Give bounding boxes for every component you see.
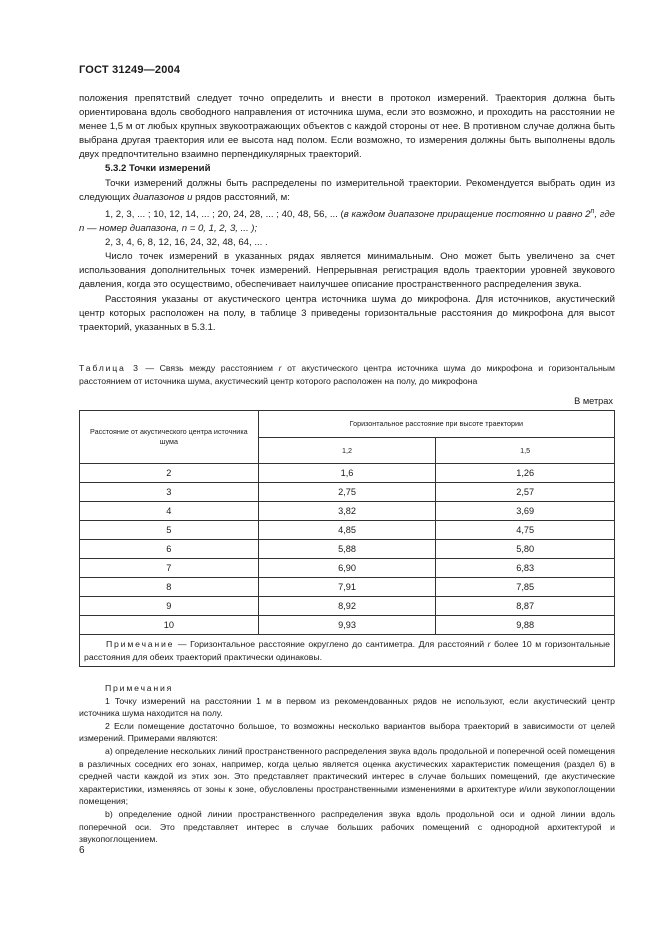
- table-row: [80, 597, 615, 616]
- table-cell: 9: [80, 597, 259, 616]
- table-row: [80, 578, 615, 597]
- text-run-italic: r: [278, 363, 282, 373]
- distance-table: [79, 410, 615, 667]
- table-cell: 9,88: [436, 616, 615, 635]
- table-cell: 4,85: [258, 521, 436, 540]
- table-cell: 2,57: [436, 483, 615, 502]
- paragraph-minimum-points: Число точек измерений в указанных рядах является минимальным. Оно может быть увеличено за счет использования дополнительных точек измерений. Непрерывная регистрация вдоль траектории уровней звукового давления, когда это осуществимо, обеспечивает наилучшее описание пространственного распределения звука.: [79, 251, 615, 291]
- table-row: [80, 616, 615, 635]
- text-run: — Горизонтальное расстояние округлено до сантиметра. Для расстояний: [174, 639, 488, 649]
- table-row: [80, 559, 615, 578]
- table-caption-label: Таблица 3: [79, 363, 140, 373]
- body-text: [79, 92, 615, 335]
- text-run-italic: диапазонов и: [132, 191, 193, 203]
- table-cell: 4: [80, 502, 259, 521]
- note-2b: b) определение одной линии пространственного распределения звука вдоль продольной оси и одной линии вдоль поперечной оси. Это представляет интерес в случае больших рабочих помещений с однородной архитектурой и звукопоглощением.: [79, 808, 615, 845]
- table-cell: 3,82: [258, 502, 436, 521]
- table-cell: 2,75: [258, 483, 436, 502]
- table-cell: 1,6: [258, 464, 436, 483]
- table-cell: 2: [80, 464, 259, 483]
- text-run: 1, 2, 3, ... ; 10, 12, 14, ... ; 20, 24, 28, ... ; 40, 48, 56, ... (: [105, 208, 344, 220]
- section-heading: [79, 162, 615, 176]
- note-1: 1 Точку измерений на расстоянии 1 м в первом из рекомендованных рядов не используют, если акустический центр источника шума находится на полу.: [79, 695, 615, 719]
- standard-header: ГОСТ 31249—2004: [79, 64, 181, 76]
- text-run: рядов расстояний, м:: [192, 191, 290, 203]
- table-cell: 8,92: [258, 597, 436, 616]
- table-cell: 7: [80, 559, 259, 578]
- table-row: [80, 464, 615, 483]
- paragraph-distances: Расстояния указаны от акустического центра источника шума до микрофона. Для источников, акустический центр которых расположен на полу, в таблице 3 приведены горизонтальные расстояния до микрофона для высот траекторий, указанных в 5.3.1.: [79, 293, 615, 333]
- table-cell: 5,88: [258, 540, 436, 559]
- table-cell: 8,87: [436, 597, 615, 616]
- table-cell: 8: [80, 578, 259, 597]
- table-row: [80, 483, 615, 502]
- table-cell: 4,75: [436, 521, 615, 540]
- table-cell: 3: [80, 483, 259, 502]
- text-run: от акустического центра источника шума до микрофона и горизонтальным расстоянием от источника шума, акустический центр которого расположен на полу, до микрофона: [79, 363, 615, 386]
- distance-series-1: [79, 205, 615, 236]
- table-cell: 6,90: [258, 559, 436, 578]
- notes-title: Примечания: [105, 683, 174, 693]
- table-cell: 10: [80, 616, 259, 635]
- table-cell: 6,83: [436, 559, 615, 578]
- table-caption: [79, 362, 615, 387]
- table-note-label: Примечание: [106, 639, 175, 649]
- table-cell: 5,80: [436, 540, 615, 559]
- table-cell: 3,69: [436, 502, 615, 521]
- column-header-distance: Расстояние от акустического центра источника шума: [80, 411, 259, 464]
- column-header-horizontal: Горизонтальное расстояние при высоте траектории: [258, 411, 614, 438]
- note-2: 2 Если помещение достаточно большое, то возможны несколько вариантов выбора траекторий в зависимости от целей измерений. Примерами являются:: [79, 720, 615, 744]
- subheader-height-2: 1,5: [436, 438, 615, 464]
- section-title: Точки измерений: [129, 163, 211, 175]
- text-run-italic: r: [487, 639, 491, 649]
- subheader-height-1: 1,2: [258, 438, 436, 464]
- note-2a: а) определение нескольких линий пространственного распределения звука вдоль продольной и поперечной осей помещения в различных соседних его зонах, например, когда целью является оценка акустических характеристик помещения (раздел 6) в средней части каждой из этих зон. Это представляет практический интерес в случае больших помещений, где акустические характеристики, изменяясь от зоны к зоне, обусловлены пространственными изменениями в архитектуре и/или звукопоглощении помещения;: [79, 745, 615, 807]
- table-row: [80, 540, 615, 559]
- table-cell: 5: [80, 521, 259, 540]
- distance-series-2: 2, 3, 4, 6, 8, 12, 16, 24, 32, 48, 64, ... .: [105, 237, 268, 249]
- table-cell: 1,26: [436, 464, 615, 483]
- text-run-italic: в каждом диапазоне приращение постоянно и равно 2: [343, 208, 591, 220]
- table-cell: 7,91: [258, 578, 436, 597]
- table-row: [80, 502, 615, 521]
- table-cell: 7,85: [436, 578, 615, 597]
- table-cell: 6: [80, 540, 259, 559]
- table-row: [80, 521, 615, 540]
- text-run: более 10 м горизонтальные расстояния для обеих траекторий практически одинаковы.: [84, 639, 610, 662]
- table-note-row: [80, 635, 615, 667]
- paragraph-measurement-points: [79, 177, 615, 205]
- table-units: В метрах: [574, 396, 613, 406]
- table-cell: 9,93: [258, 616, 436, 635]
- text-run-italic: , где n — номер диапазона, n = 0, 1, 2, 3, ... );: [79, 208, 615, 235]
- text-run: — Связь между расстоянием: [139, 363, 279, 373]
- page-number: 6: [79, 845, 85, 856]
- table-note: [80, 635, 615, 667]
- superscript: n: [590, 207, 595, 215]
- table-header-row: [80, 411, 615, 438]
- text-run: Точки измерений должны быть распределены по измерительной траектории. Рекомендуется выбрать один из следующих: [79, 177, 615, 203]
- section-number: 5.3.2: [105, 163, 127, 175]
- paragraph-trajectory: положения препятствий следует точно определить и внести в протокол измерений. Траектория должна быть ориентирована вдоль свободного направления от источника шума, если это возможно, и проходить на расстоянии не менее 1,5 м от любых крупных звукоотражающих объектов с каждой стороны от нее. В противном случае должна быть выбрана другая траектория или ее высота над полом. Если возможно, то измерения должны быть выполнены вдоль двух предпочтительно взаимно перпендикулярных траекторий.: [79, 93, 615, 161]
- notes-block: [79, 682, 615, 846]
